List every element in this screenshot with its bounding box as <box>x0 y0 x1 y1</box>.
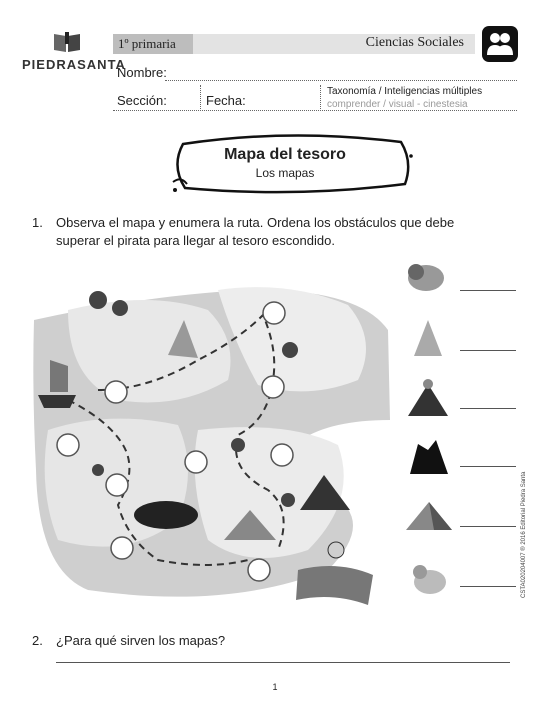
question-number: 1. <box>32 215 43 230</box>
lion-icon <box>402 258 452 298</box>
answer-line[interactable] <box>460 350 516 351</box>
question-text: ¿Para qué sirven los mapas? <box>56 633 226 648</box>
name-field[interactable] <box>165 80 517 81</box>
obstacle-list <box>402 258 524 608</box>
taxonomy-detail: comprender / visual - cinestesia <box>327 99 468 110</box>
subject-label: Ciencias Sociales <box>365 35 464 50</box>
answer-line[interactable] <box>56 662 510 663</box>
page-number: 1 <box>272 682 278 692</box>
answer-line[interactable] <box>460 526 516 527</box>
divider <box>320 85 322 111</box>
book-logo-icon <box>52 30 82 54</box>
header-divider <box>113 110 517 111</box>
volcano-icon <box>406 376 450 420</box>
answer-line[interactable] <box>460 408 516 409</box>
answer-line[interactable] <box>460 586 516 587</box>
date-label: Fecha: <box>206 93 246 108</box>
vertical-code: CSTA020204007 ® 2016 Editorial Piedra Santa <box>521 471 527 598</box>
publisher-logo: PIEDRASANTA <box>22 57 126 72</box>
question-text: Observa el mapa y enumera la ruta. Ordena los obstáculos que debe superar el pirata para llegar al tesoro escondido. <box>56 215 455 248</box>
name-label: Nombre: <box>117 65 167 80</box>
students-icon <box>482 26 518 62</box>
answer-line[interactable] <box>460 466 516 467</box>
divider <box>200 85 202 111</box>
treasure-map <box>28 270 400 615</box>
page-title: Mapa del tesoro <box>224 146 346 163</box>
cat-icon <box>408 558 452 598</box>
page-subtitle: Los mapas <box>255 166 315 180</box>
question-number: 2. <box>32 633 43 648</box>
section-label: Sección: <box>117 93 167 108</box>
taxonomy-label: Taxonomía / Inteligencias múltiples <box>327 86 483 97</box>
pyramid-icon <box>404 498 454 534</box>
answer-line[interactable] <box>460 290 516 291</box>
grade-label: 1º primaria <box>118 36 176 51</box>
rock-icon <box>406 436 452 476</box>
shark-icon <box>408 316 448 360</box>
